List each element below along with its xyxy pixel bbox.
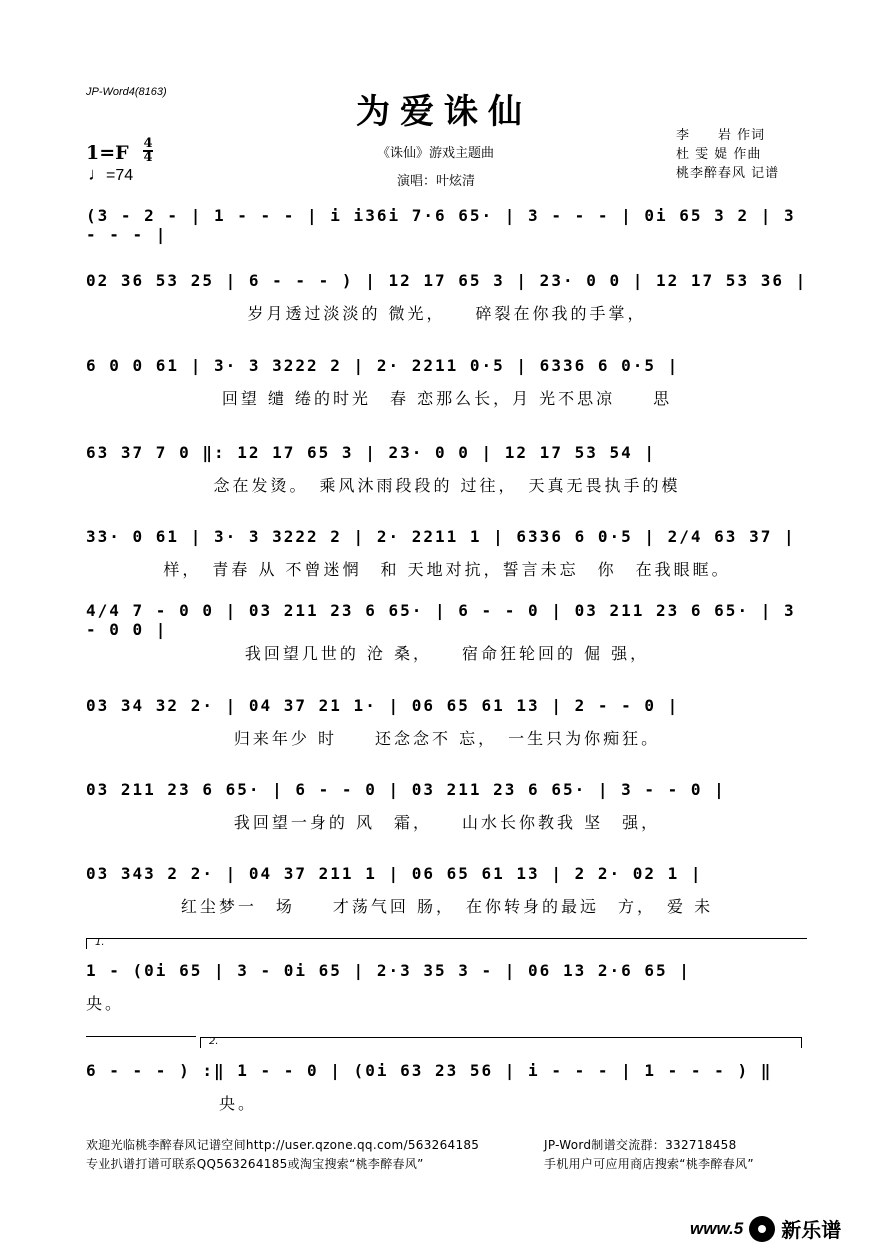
lyric-line: 红尘梦一 场 才荡气回 肠， 在你转身的最远 方， 爱 未	[180, 897, 714, 916]
logo-brand: 新乐谱	[781, 1218, 842, 1242]
notation-line: 03 211 23 6 65· | 6 - - 0 | 03 211 23 6 65· | 3 - - 0 |	[86, 779, 726, 799]
quarter-note-icon: ♩	[88, 164, 106, 184]
vinyl-record-icon	[749, 1216, 775, 1242]
divider	[86, 1036, 196, 1037]
first-ending-label: 1.	[95, 937, 105, 948]
tempo-marking	[88, 164, 133, 185]
song-title: 为爱诛仙	[356, 92, 532, 132]
lyric-line: 样， 青春 从 不曾迷惘 和 天地对抗，誓言未忘 你 在我眼眶。	[163, 560, 731, 579]
logo-url: www.5	[690, 1218, 744, 1238]
software-version: JP-Word4(8163)	[86, 86, 167, 98]
first-ending-bracket	[86, 938, 807, 949]
tempo-value: =74	[106, 167, 134, 184]
footer-line-2-right: 手机用户可应用商店搜索“桃李醉春风”	[544, 1157, 754, 1171]
notation-line: 1 - (0i 65 | 3 - 0i 65 | 2·3 35 3 - | 06 13 2·6 65 |	[86, 960, 691, 980]
transcriber-credit: 桃李醉春风 记谱	[676, 166, 780, 181]
notation-line: (3 - 2 - | 1 - - - | i i36i 7·6 65· | 3 - - - | 0i 65 3 2 | 3 - - - |	[86, 206, 796, 244]
lyric-line: 念在发烫。 乘风沐雨段段的 过往， 天真无畏执手的模	[213, 476, 681, 495]
lyric-line: 岁月透过淡淡的 微光， 碎裂在你我的手掌，	[247, 304, 647, 323]
time-signature	[143, 138, 153, 164]
footer-line-2-left: 专业扒谱打谱可联系QQ563264185或淘宝搜索“桃李醉春风”	[86, 1157, 424, 1171]
key-signature: 1=F	[86, 142, 129, 164]
notation-line: 6 - - - ) :‖ 1 - - 0 | (0i 63 23 56 | i - - - | 1 - - - ) ‖	[86, 1060, 773, 1080]
notation-line: 03 34 32 2· | 04 37 21 1· | 06 65 61 13 | 2 - - 0 |	[86, 695, 680, 715]
time-sig-top: 4	[143, 136, 153, 151]
second-ending-label: 2.	[209, 1036, 219, 1047]
notation-line: 6 0 0 61 | 3· 3 3222 2 | 2· 2211 0·5 | 6336 6 0·5 |	[86, 355, 680, 375]
footer-line-1-left: 欢迎光临桃李醉春风记谱空间http://user.qzone.qq.com/563264185	[86, 1138, 480, 1152]
lyric-line: 我回望一身的 风 霜， 山水长你教我 坚 强，	[233, 813, 661, 832]
lyric-line: 央。	[86, 994, 125, 1013]
time-sig-bottom: 4	[143, 150, 153, 165]
footer-line-1-right: JP-Word制谱交流群：332718458	[544, 1138, 737, 1152]
subtitle: 《诛仙》游戏主题曲	[377, 146, 495, 161]
notation-line: 4/4 7 - 0 0 | 03 211 23 6 65· | 6 - - 0 | 03 211 23 6 65· | 3 - 0 0 |	[86, 601, 796, 639]
notation-line: 02 36 53 25 | 6 - - - ) | 12 17 65 3 | 23· 0 0 | 12 17 53 36 |	[86, 270, 808, 290]
lyric-line: 回望 缱 绻的时光 春 恋那么长，月 光不思凉 思	[221, 389, 673, 408]
composer-credit: 杜 雯 媞 作曲	[676, 147, 762, 162]
lyric-line: 我回望几世的 沧 桑， 宿命狂轮回的 倔 强，	[244, 644, 650, 663]
notation-line: 03 343 2 2· | 04 37 211 1 | 06 65 61 13 | 2 2· 02 1 |	[86, 863, 703, 883]
lyric-line: 归来年少 时 还念念不 忘， 一生只为你痴狂。	[233, 729, 661, 748]
performer: 演唱：叶炫清	[397, 174, 476, 189]
lyricist-credit: 李 岩 作词	[676, 128, 766, 143]
credits	[676, 126, 779, 183]
notation-line: 33· 0 61 | 3· 3 3222 2 | 2· 2211 1 | 6336 6 0·5 | 2/4 63 37 |	[86, 526, 796, 546]
second-ending-bracket	[200, 1037, 802, 1048]
lyric-line: 央。	[86, 1094, 258, 1113]
notation-line: 63 37 7 0 ‖: 12 17 65 3 | 23· 0 0 | 12 17 53 54 |	[86, 442, 657, 462]
site-logo[interactable]	[690, 1214, 841, 1243]
